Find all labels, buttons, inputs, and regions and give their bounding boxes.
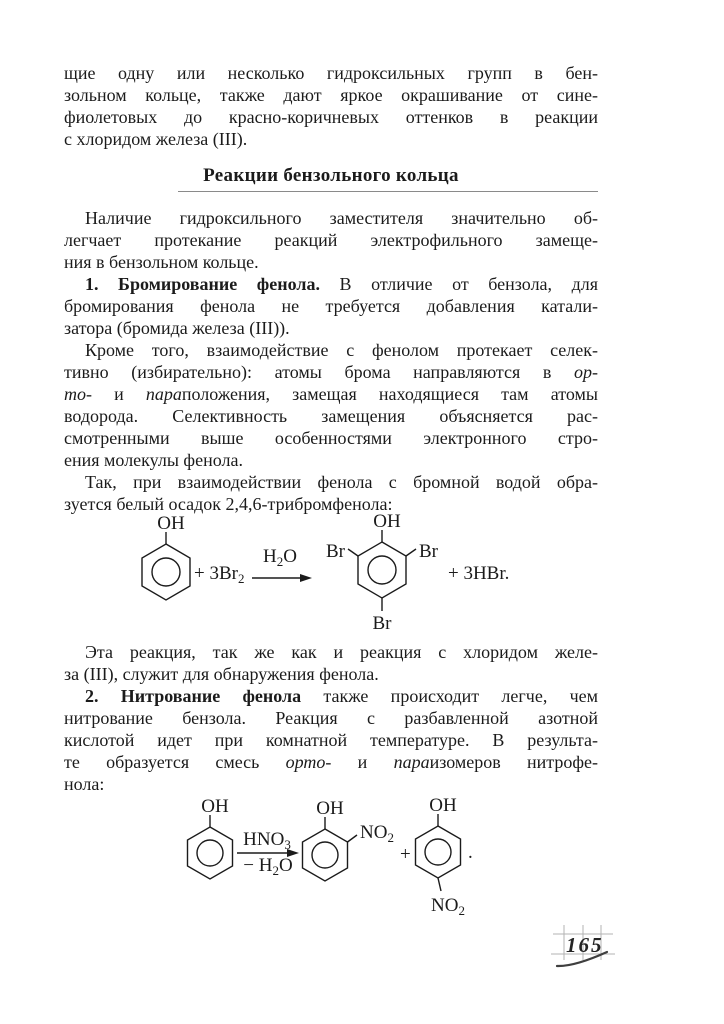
benzene-ring [416,826,461,878]
br-label-bottom: Br [372,613,392,634]
sentence-period: . [468,842,473,863]
benzene-ring [358,542,406,598]
phenol-structure [188,796,233,879]
aromatic-circle [425,839,451,865]
section-heading: Реакции бензольного кольца [203,165,459,186]
paragraph-nitration: 2. Нитрование фенола также происходит легче, чем нитрование бензола. Реакция с разбавленной азотной кислотой идет при комнатной температуре. В результа- те образуется смесь орто- и параизомеров нитрофе- нола: [64,686,599,794]
no2-label: $NO_2$ [431,895,465,918]
arrow-byproduct-label: − $H_2O$ [243,855,293,878]
byproduct-label: + 3HBr. [448,563,510,584]
reagent-label: + $3Br_2$ [194,563,245,586]
continuation-paragraph: щие одну или несколько гидроксильных групп в бен- зольном кольце, также дают яркое окрашивание от сине- фиолетовых до красно-коричневых оттенков в реакции с хлоридом железа (III). [64,63,598,149]
paragraph-bromination-result: Так, при взаимодействии фенола с бромной водой обра- зуется белый осадок 2,4,6-трибромфенола: [64,472,598,514]
oh-label: OH [373,511,401,532]
heading-underline [178,191,598,192]
no2-bond [348,835,358,842]
tribromophenol-structure [326,511,439,634]
paragraph-substituent: Наличие гидроксильного заместителя значительно об- легчает протекание реакций электрофильного замеще- ния в бензольном кольце. [64,208,598,272]
benzene-ring [303,829,348,881]
aromatic-circle [152,558,180,586]
oh-label: OH [201,796,229,817]
oh-label: OH [429,795,457,816]
oh-label: OH [316,798,344,819]
page-number: 165 [566,933,604,957]
no2-bond [438,878,441,891]
plus-sign: + [400,844,411,865]
arrow-head [300,574,312,582]
arrow-reagent-label: $HNO_3$ [243,829,291,852]
benzene-ring [188,827,233,879]
no2-label: $NO_2$ [360,822,394,845]
br-label-right: Br [419,541,438,562]
br-bond-right [406,549,416,556]
oh-label: OH [157,513,185,534]
page-number-block [549,921,631,977]
reaction-arrow [252,546,312,582]
benzene-ring [142,544,190,600]
aromatic-circle [197,840,223,866]
br-label-left: Br [326,541,345,562]
aromatic-circle [368,556,396,584]
paragraph-detection: Эта реакция, так же как и реакция с хлоридом желе- за (III), служит для обнаружения фенола. [64,642,598,684]
section-heading-block [64,165,598,195]
para-nitrophenol-structure [416,795,465,918]
paragraph-bromination-intro: 1. Бромирование фенола. В отличие от бензола, для бромирования фенола не требуется добавления катали- затора (бромида железа (III)). [64,274,599,338]
ortho-nitrophenol-structure [303,798,394,881]
diagram-nitration [64,788,598,925]
arrow-condition-label: $H_2O$ [263,546,297,569]
paragraph-selectivity: Кроме того, взаимодействие с фенолом протекает селек- тивно (избирательно): атомы брома направляются в ор- то- и параположения, замещая находящиеся там атомы водорода. Селективность замещения объясняется рас- смотренными выше особенностями электронного стро- ения молекулы фенола. [64,340,598,470]
reaction-arrow [237,829,299,878]
br-bond-left [348,549,358,556]
diagram-bromination [64,508,598,638]
phenol-structure [142,513,190,600]
aromatic-circle [312,842,338,868]
